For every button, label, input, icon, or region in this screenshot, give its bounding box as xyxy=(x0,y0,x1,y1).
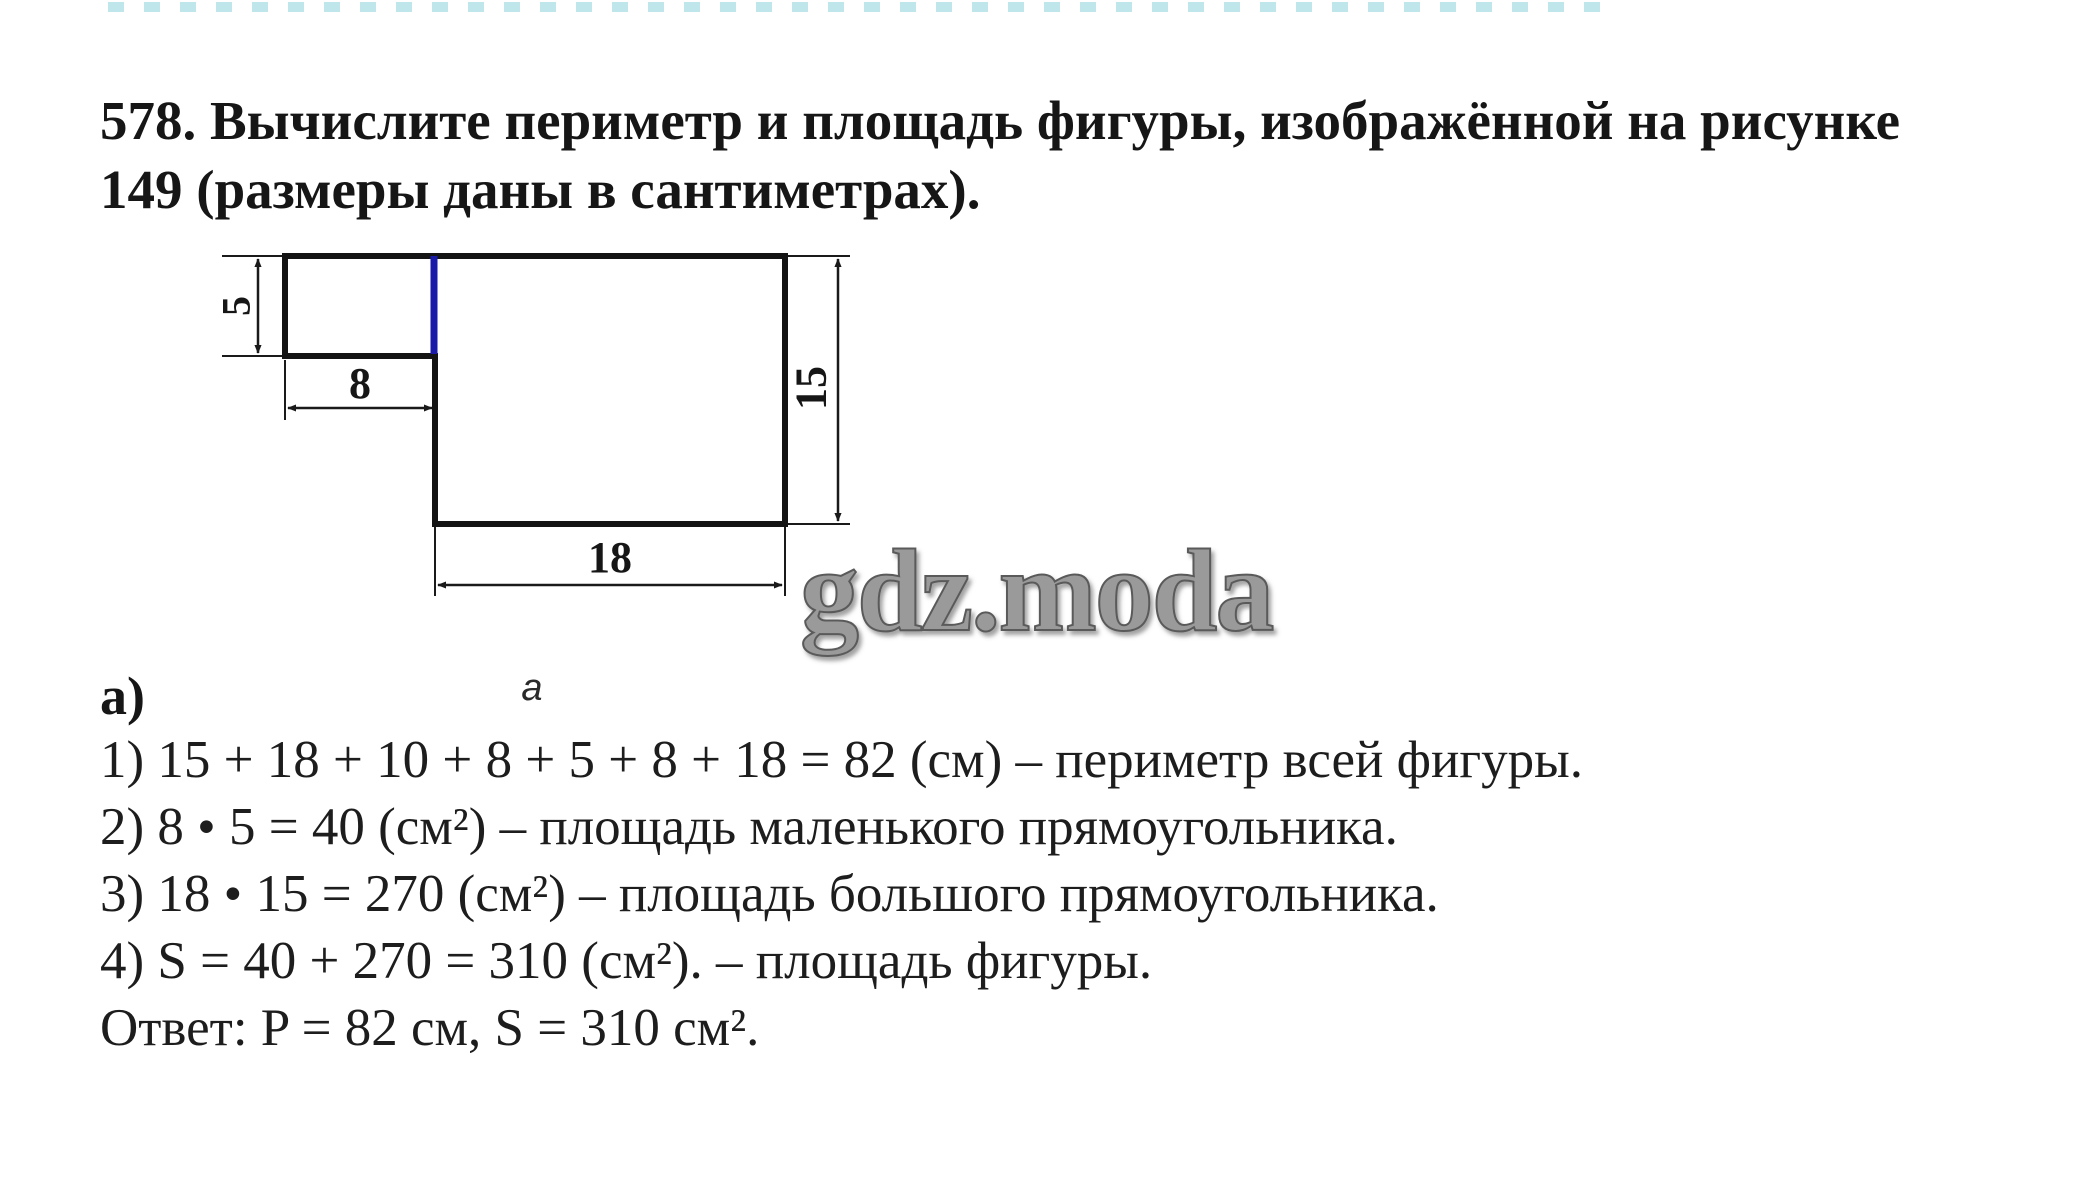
dim-label-big-height: 15 xyxy=(786,366,836,410)
answer-line: Ответ: P = 82 см, S = 310 см². xyxy=(100,999,760,1057)
dim-label-small-height: 5 xyxy=(213,296,259,316)
solution-label: а) xyxy=(100,666,145,726)
solution-line-2: 2) 8 • 5 = 40 (см²) – площадь маленького прямоугольника. xyxy=(100,798,1398,856)
task-header-line-2: 149 (размеры даны в сантиметрах). xyxy=(100,159,981,220)
solution-line-4: 4) S = 40 + 270 = 310 (см²). – площадь фигуры. xyxy=(100,932,1153,990)
solution-line-1: 1) 15 + 18 + 10 + 8 + 5 + 8 + 18 = 82 (см) – периметр всей фигуры. xyxy=(100,731,1583,789)
figure-caption: а xyxy=(521,667,543,709)
watermark-logo: gdz.moda xyxy=(800,525,1273,656)
solution-line-3: 3) 18 • 15 = 270 (см²) – площадь большого прямоугольника. xyxy=(100,865,1439,923)
dim-label-big-width: 18 xyxy=(588,533,632,582)
solution-section xyxy=(100,665,2000,1062)
task-header-line-1: 578. Вычислите периметр и площадь фигуры, изображённой на рисунке xyxy=(100,90,1901,151)
dim-label-small-width: 8 xyxy=(349,359,371,408)
